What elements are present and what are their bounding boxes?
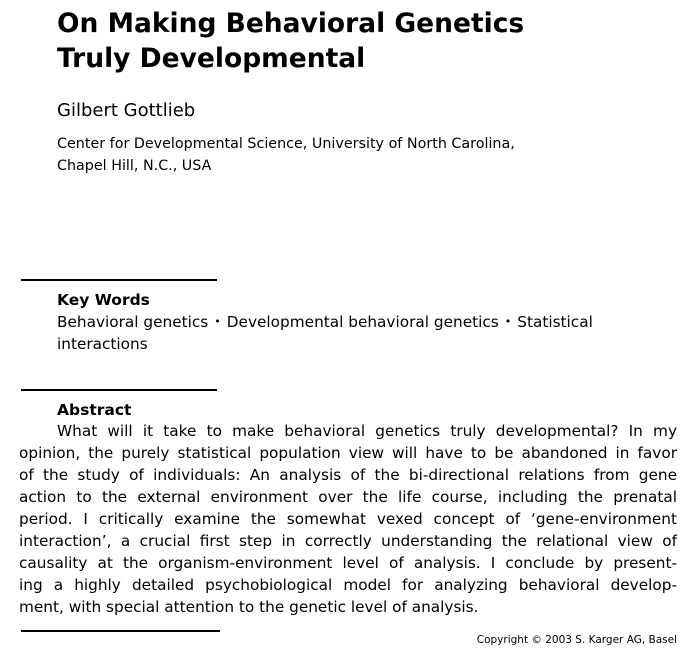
abstract-body bbox=[19, 420, 677, 618]
key-words-heading: Key Words bbox=[57, 291, 150, 309]
article-title-line-1: On Making Behavioral Genetics bbox=[57, 8, 525, 39]
article-title bbox=[57, 6, 524, 76]
author-name: Gilbert Gottlieb bbox=[57, 100, 196, 121]
key-word-item: Behavioral genetics bbox=[57, 313, 209, 331]
abstract-divider bbox=[21, 389, 217, 391]
copyright-notice: Copyright © 2003 S. Karger AG, Basel bbox=[476, 634, 677, 646]
key-words-list bbox=[57, 311, 657, 355]
abstract-line: opinion, the purely statistical population view will have to be abandoned in favor bbox=[19, 444, 677, 462]
abstract-line: What will it take to make behavioral genetics truly developmental? In my bbox=[57, 422, 677, 440]
abstract-heading: Abstract bbox=[57, 401, 132, 419]
abstract-line: ing a highly detailed psychobiological model for analyzing behavioral develop- bbox=[19, 576, 677, 594]
affiliation-line-1: Center for Developmental Science, University of North Carolina, bbox=[57, 136, 515, 152]
key-word-item: Statistical interactions bbox=[57, 313, 593, 353]
affiliation-line-2: Chapel Hill, N.C., USA bbox=[57, 157, 212, 174]
abstract-line: causality at the organism-environment level of analysis. I conclude by present- bbox=[19, 554, 677, 572]
abstract-line: action to the external environment over the life course, including the prenatal bbox=[19, 488, 677, 506]
key-word-separator: • bbox=[214, 315, 221, 328]
article-title-line-2: Truly Developmental bbox=[57, 43, 366, 74]
key-words-divider bbox=[21, 279, 217, 281]
abstract-line: period. I critically examine the somewhat vexed concept of ‘gene-environment bbox=[19, 510, 677, 528]
footer-divider bbox=[21, 630, 220, 632]
abstract-line: of the study of individuals: An analysis of the bi-directional relations from gene bbox=[19, 466, 677, 484]
author-affiliation bbox=[57, 134, 515, 177]
key-word-separator: • bbox=[504, 315, 512, 328]
abstract-line: ment, with special attention to the genetic level of analysis. bbox=[19, 598, 479, 616]
abstract-line: interaction’, a crucial first step in correctly understanding the relational view of bbox=[19, 532, 677, 550]
key-word-item: Developmental behavioral genetics bbox=[226, 313, 499, 331]
